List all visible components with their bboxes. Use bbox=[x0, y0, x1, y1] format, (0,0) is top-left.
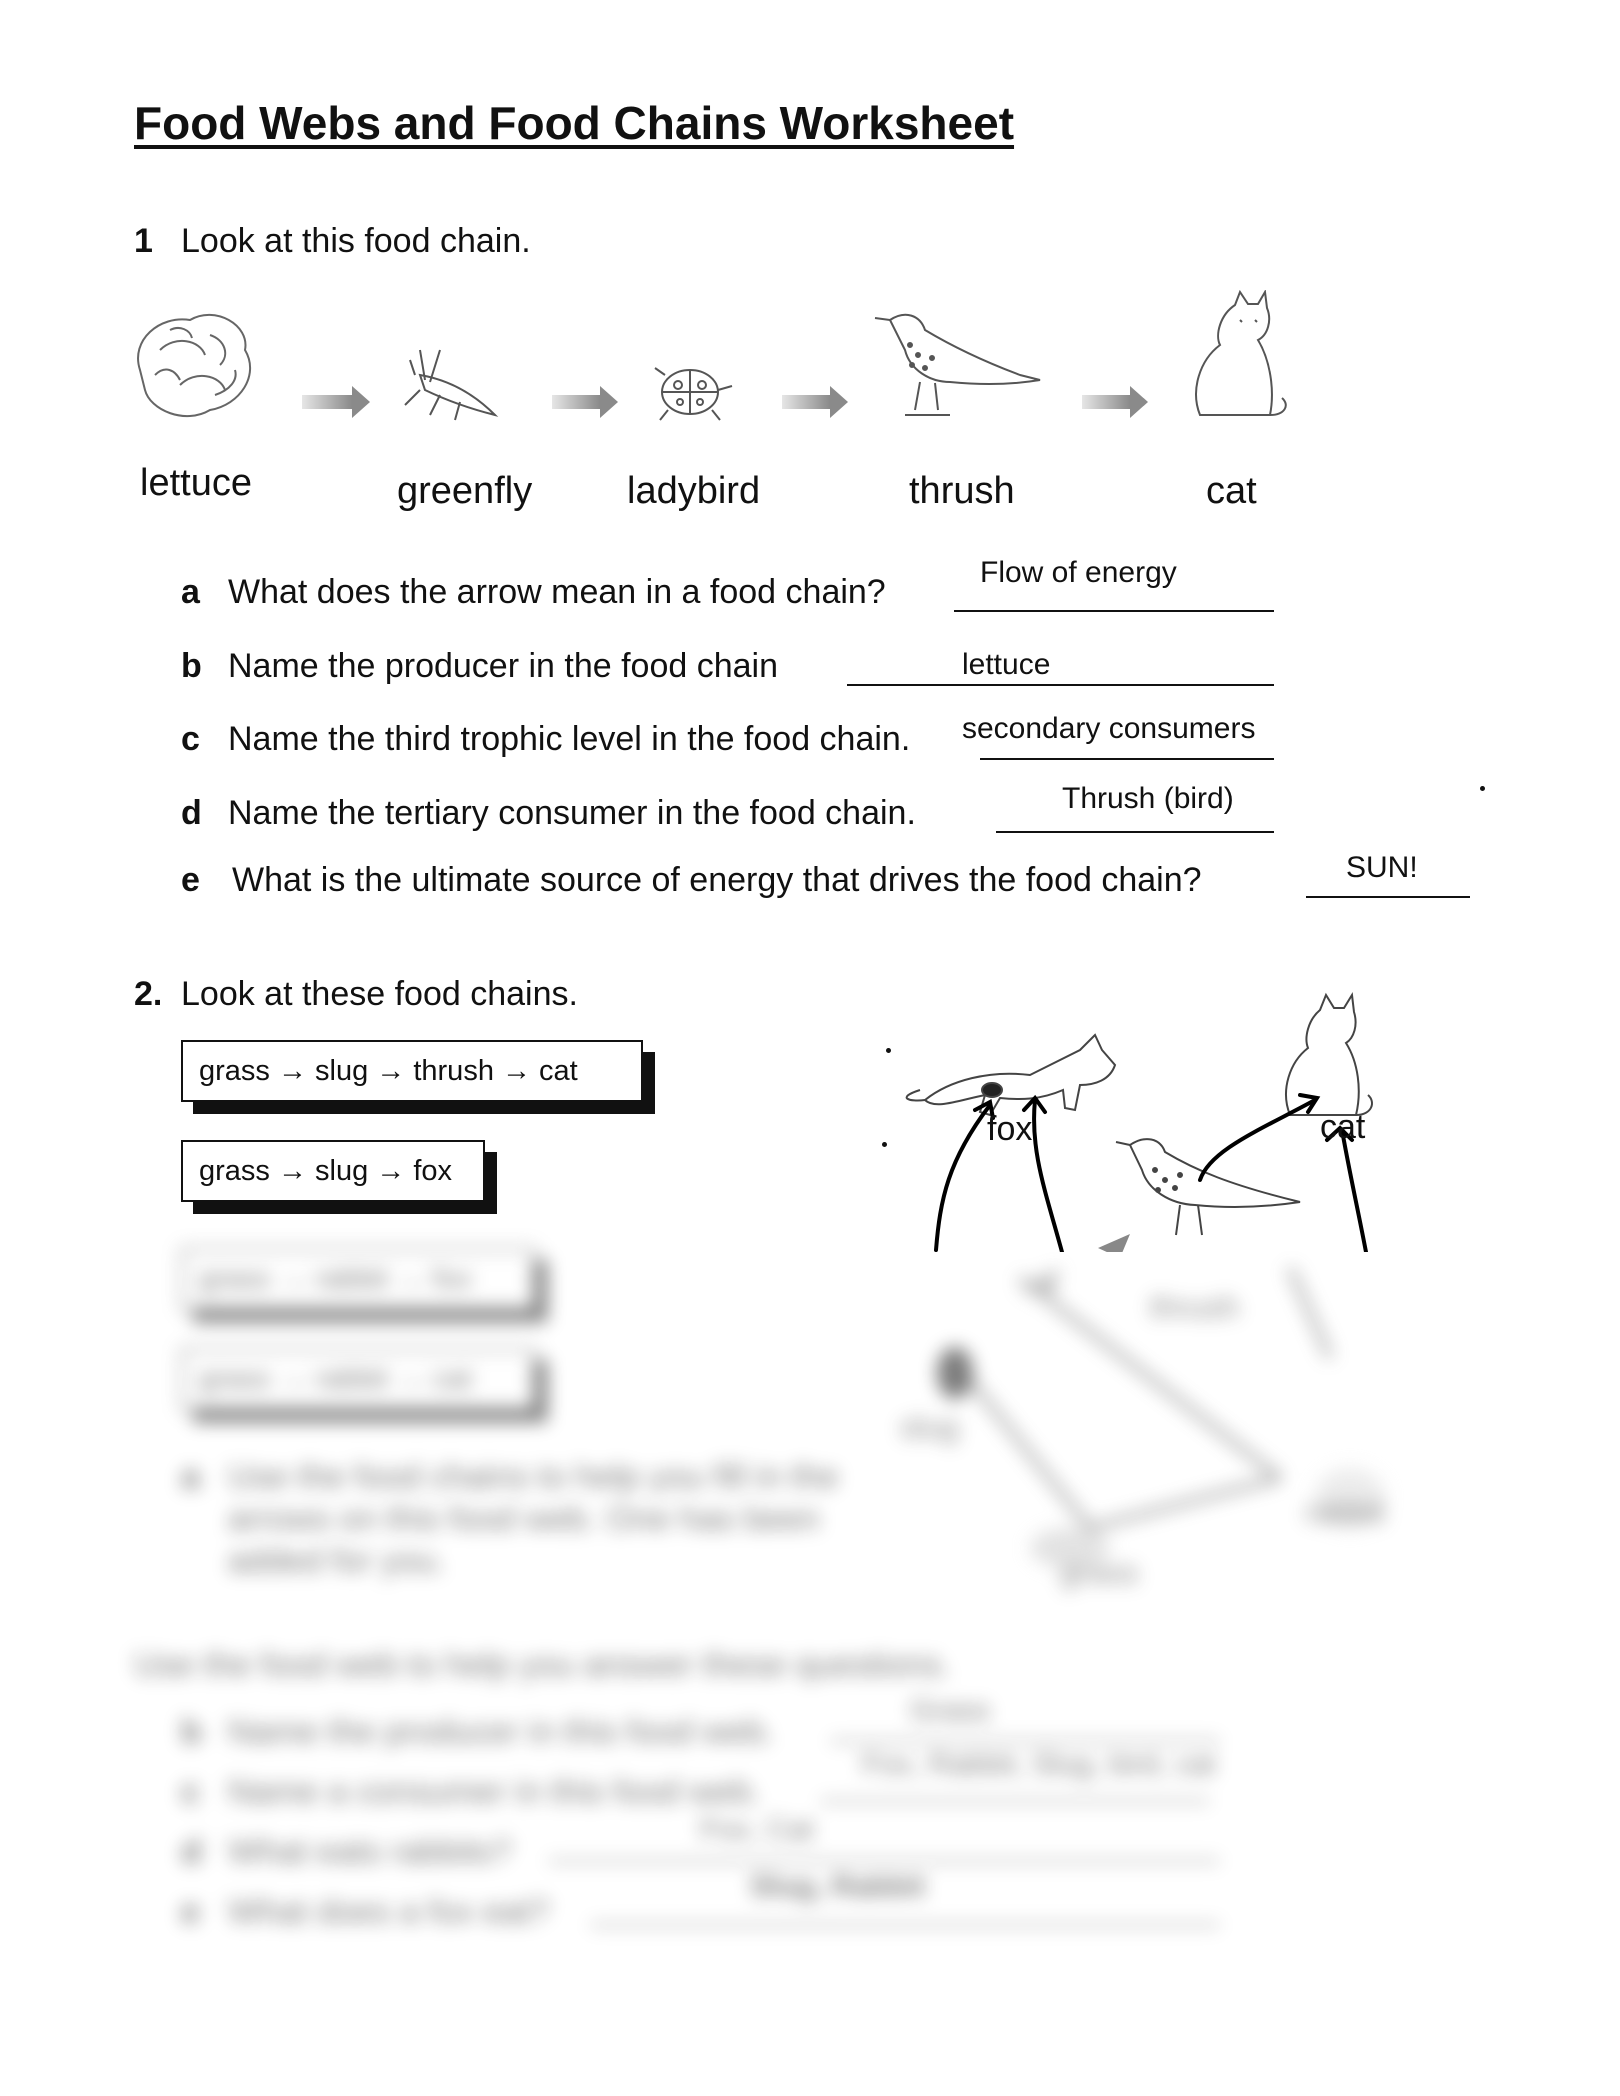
question-2-prompt: Look at these food chains. bbox=[181, 975, 578, 1013]
question-2e-text: What does a fox eat? bbox=[228, 1893, 550, 1931]
answer-line bbox=[980, 758, 1274, 760]
food-chain-box bbox=[181, 1348, 535, 1410]
question-2d-text: What eats rabbits? bbox=[228, 1833, 512, 1871]
food-chain-box bbox=[181, 1140, 485, 1202]
question-1a-answer[interactable]: Flow of energy bbox=[980, 556, 1177, 589]
question-1b-letter: b bbox=[181, 647, 202, 685]
answer-line bbox=[548, 1860, 1220, 1862]
question-2b-letter: b bbox=[181, 1713, 202, 1751]
question-1-number: 1 bbox=[134, 222, 153, 260]
question-1b-text: Name the producer in the food chain bbox=[228, 647, 779, 685]
question-1c-answer[interactable]: secondary consumers bbox=[962, 712, 1256, 745]
question-2e-answer[interactable]: Slug, Rabbit bbox=[750, 1870, 925, 1903]
food-chain-text: grass → slug → fox bbox=[199, 1154, 453, 1187]
answer-line bbox=[1306, 896, 1470, 898]
web-label-rabbit: rabbit bbox=[1305, 1494, 1386, 1530]
fox-icon bbox=[907, 1035, 1115, 1115]
thrush-icon bbox=[875, 315, 1040, 415]
food-chain-box bbox=[181, 1248, 535, 1310]
question-2d-letter: d bbox=[181, 1833, 202, 1871]
question-2c-text: Name a consumer in this food web. bbox=[228, 1773, 761, 1811]
food-chain-text: grass → rabbit → cat bbox=[199, 1362, 472, 1395]
web-label-slug: slug bbox=[900, 1409, 959, 1445]
web-label-thrush: thrush bbox=[1150, 1289, 1239, 1325]
question-2a-line: Use the food chains to help you fill in the bbox=[228, 1458, 839, 1496]
chain-label-greenfly: greenfly bbox=[397, 470, 533, 512]
stray-dot bbox=[1480, 786, 1485, 791]
question-1c-text: Name the third trophic level in the food chain. bbox=[228, 720, 911, 758]
question-2e-letter: e bbox=[181, 1893, 200, 1931]
cat-icon bbox=[1196, 292, 1286, 415]
answer-line bbox=[847, 684, 1274, 686]
question-1d-text: Name the tertiary consumer in the food chain. bbox=[228, 794, 916, 832]
arrow-icon bbox=[1082, 386, 1148, 418]
greenfly-icon bbox=[405, 350, 495, 420]
web-label-grass: grass bbox=[1060, 1554, 1139, 1590]
question-2c-answer[interactable]: Fox, Rabbit, Slug, bird, cat bbox=[862, 1748, 1216, 1781]
chain-label-ladybird: ladybird bbox=[627, 470, 761, 512]
page-title: Food Webs and Food Chains Worksheet bbox=[134, 97, 1015, 149]
question-1d-letter: d bbox=[181, 794, 202, 832]
answer-line bbox=[996, 831, 1274, 833]
answer-line bbox=[830, 1740, 1220, 1742]
arrow-icon bbox=[782, 386, 848, 418]
food-web-top bbox=[880, 990, 1440, 1252]
question-2b-answer[interactable]: Grass bbox=[910, 1694, 991, 1727]
question-2d-answer[interactable]: Fox, Cat bbox=[700, 1813, 814, 1846]
question-2a-line: added for you. bbox=[228, 1542, 446, 1580]
question-2a-letter: a bbox=[181, 1458, 200, 1496]
food-web-bottom bbox=[860, 1248, 1460, 1628]
food-chain-text: grass → rabbit → fox bbox=[199, 1262, 472, 1295]
question-2c-letter: c bbox=[181, 1773, 200, 1811]
question-2-instruction: Use the food web to help you answer these questions. bbox=[134, 1646, 951, 1684]
chain-label-thrush: thrush bbox=[909, 470, 1015, 512]
question-1e-letter: e bbox=[181, 861, 200, 899]
cat-icon bbox=[1286, 995, 1372, 1115]
answer-line bbox=[820, 1800, 1210, 1802]
arrow-icon bbox=[302, 386, 370, 418]
ladybird-icon bbox=[655, 368, 732, 420]
web-label-fox: fox bbox=[987, 1110, 1033, 1148]
blurred-region bbox=[0, 1248, 1620, 2096]
thrush-icon bbox=[1116, 1139, 1300, 1235]
food-chain-text: grass → slug → thrush → cat bbox=[199, 1054, 578, 1087]
answer-line bbox=[954, 610, 1274, 612]
chain-label-lettuce: lettuce bbox=[140, 462, 252, 504]
food-chain-box bbox=[181, 1040, 643, 1102]
arrow-icon bbox=[552, 386, 618, 418]
question-1a-text: What does the arrow mean in a food chain? bbox=[228, 573, 886, 611]
lettuce-icon bbox=[138, 315, 250, 416]
food-chain-illustration bbox=[120, 290, 1300, 440]
question-1-prompt: Look at this food chain. bbox=[181, 222, 531, 260]
question-1b-answer[interactable]: lettuce bbox=[962, 648, 1051, 681]
question-2-number: 2. bbox=[134, 975, 163, 1013]
answer-line bbox=[590, 1924, 1220, 1926]
question-1d-answer[interactable]: Thrush (bird) bbox=[1062, 782, 1234, 815]
question-1e-text: What is the ultimate source of energy that drives the food chain? bbox=[232, 861, 1202, 899]
chain-label-cat: cat bbox=[1206, 470, 1257, 512]
question-1e-answer[interactable]: SUN! bbox=[1346, 851, 1418, 884]
web-label-cat: cat bbox=[1320, 1108, 1366, 1146]
question-1c-letter: c bbox=[181, 720, 200, 758]
question-1a-letter: a bbox=[181, 573, 200, 611]
question-2b-text: Name the producer in this food web. bbox=[228, 1713, 775, 1751]
question-2a-line: arrows on this food web. One has been bbox=[228, 1500, 820, 1538]
